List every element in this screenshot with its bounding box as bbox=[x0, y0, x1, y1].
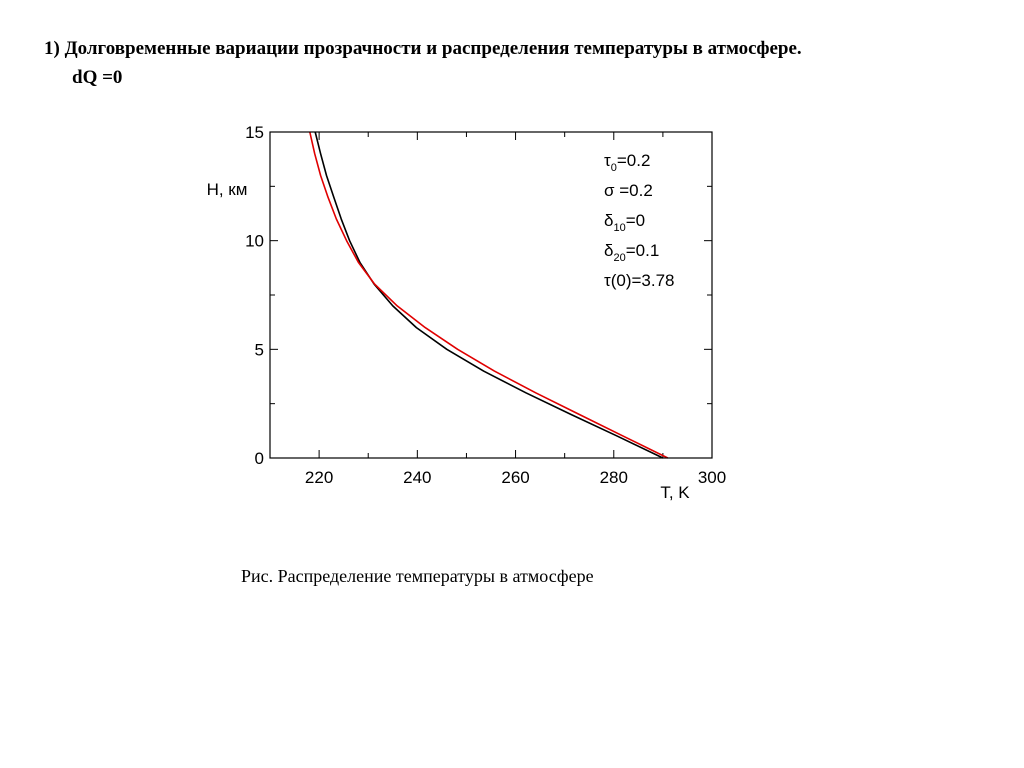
parameter-annotation: τ(0)=3.78 bbox=[604, 271, 675, 290]
parameter-annotation: σ =0.2 bbox=[604, 181, 653, 200]
y-tick-label: 5 bbox=[254, 340, 264, 360]
x-tick-label: 280 bbox=[599, 468, 628, 487]
heading-line-2: dQ =0 bbox=[72, 67, 123, 88]
parameter-annotation: $\delta_{20}=0.1$ bbox=[604, 241, 660, 264]
figure-caption: Рис. Распределение температуры в атмосфере bbox=[241, 566, 594, 586]
y-tick-label: 15 bbox=[245, 123, 264, 142]
parameter-annotation: $\delta_{10}=0$ bbox=[604, 211, 646, 234]
y-axis-label: H, км bbox=[206, 180, 248, 199]
heading-line-1: 1) Долговременные вариации прозрачности и распределения температуры в атмосфере. bbox=[44, 38, 802, 59]
x-tick-label: 240 bbox=[403, 468, 432, 487]
parameter-annotation: $\tau_0=0.2$ bbox=[604, 151, 651, 174]
x-tick-label: 300 bbox=[697, 468, 727, 487]
y-tick-label: 10 bbox=[245, 231, 264, 251]
x-tick-label: 220 bbox=[304, 468, 334, 487]
y-tick-label: 0 bbox=[254, 449, 264, 468]
x-tick-label: 260 bbox=[501, 468, 530, 487]
x-axis-label: T, K bbox=[660, 483, 690, 502]
